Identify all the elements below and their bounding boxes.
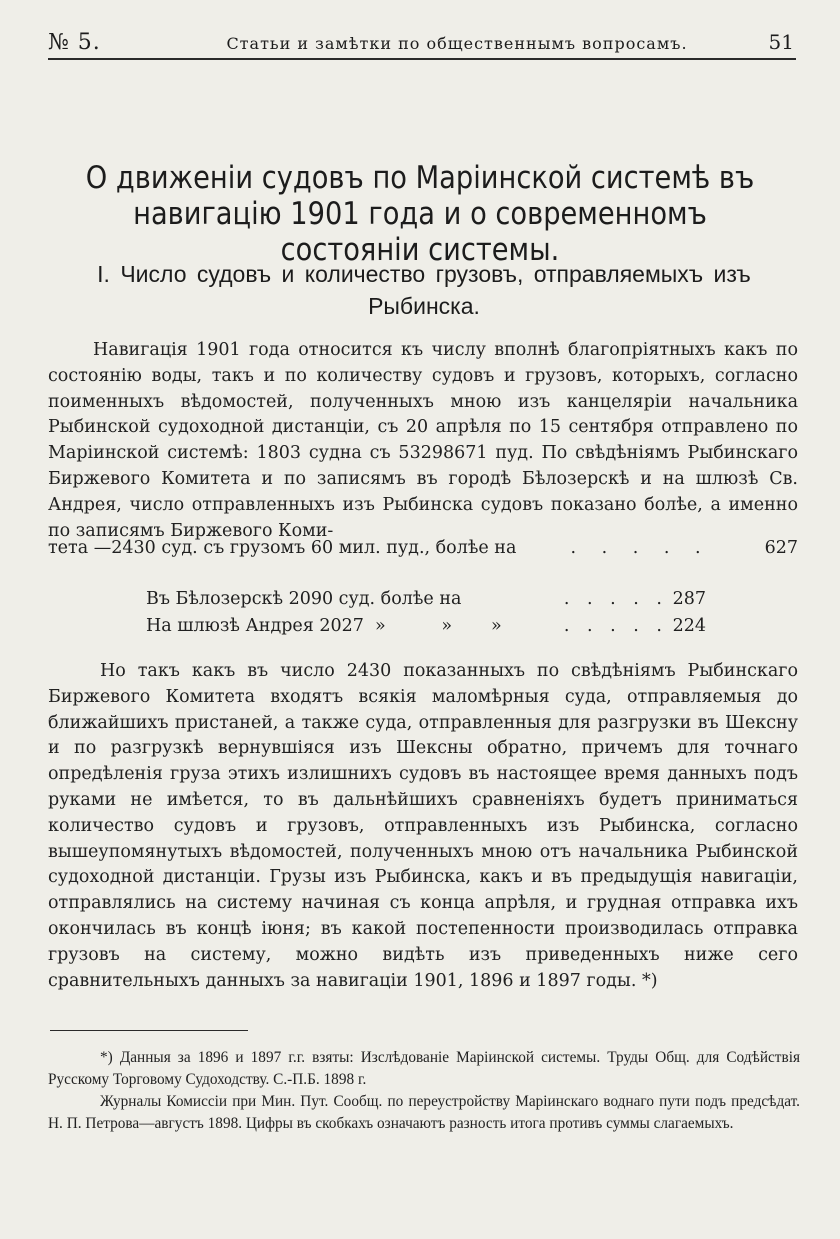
leader-dots: . . . . . [563,589,668,609]
paragraph-1-total-label: тета —2430 суд. съ грузомъ 60 мил. пуд., болѣе на [48,538,517,558]
listing-label: На шлюзѣ Андрея 2027 » » » [146,616,502,636]
page-number: 51 [768,30,794,54]
leader-dots: . . . . . [563,616,668,636]
leader-dots: . . . . . [570,538,711,558]
article-title: О движеніи судовъ по Маріинской системѣ въ навигацію 1901 года и о современномъ состояніи системы. [85,160,755,268]
listing-value: 287 [672,589,706,609]
listing-row [146,613,706,640]
paragraph-2-text: Но такъ какъ въ число 2430 показанныхъ по свѣдѣніямъ Рыбинскаго Биржевого Комитета входятъ всякія маломѣрныя суда, отправляемыя до ближайшихъ пристаней, а также суда, отправленныя для разгрузки въ Шексну и по разгрузкѣ вернувшіяся изъ Шексны обратно, причемъ для точнаго опредѣленія груза этихъ излишнихъ судовъ въ настоящее время данныхъ подъ руками не имѣется, то въ дальнѣйшихъ сравненіяхъ будетъ приниматься количество судовъ и грузовъ, отправленныхъ изъ Рыбинска, согласно вышеупомянутыхъ вѣдомостей, полученныхъ мною отъ начальника Рыбинской судоходной дистанціи. Грузы изъ Рыбинска, какъ и въ предыдущія навигаціи, отправлялись на систему начиная съ конца апрѣля, и грудная отправка ихъ окончилась въ концѣ іюня; въ какой постепенности производилась отправка грузовъ на систему, можно видѣть изъ приведенныхъ ниже сего сравнительныхъ данныхъ за навигаціи 1901, 1896 и 1897 годы. *) [48,661,798,991]
running-header [48,30,796,60]
listing-label: Въ Бѣлозерскѣ 2090 суд. болѣе на [146,589,462,609]
paragraph-1 [48,338,798,544]
paragraph-2 [48,659,798,994]
footnote-line-2: Журналы Комиссіи при Мин. Пут. Сообщ. по переустройству Маріинскаго воднаго пути подъ предсѣдат. Н. П. Петрова—августъ 1898. Цифры въ скобкахъ означаютъ разность итога противъ суммы слагаемыхъ. [48,1093,800,1132]
listing-value: 224 [672,616,706,636]
footnote-divider [50,1030,248,1031]
footnote [48,1047,800,1135]
issue-number: № 5. [48,30,101,55]
footnote-line-1: *) Данныя за 1896 и 1897 г.г. взяты: Изслѣдованіе Маріинской системы. Труды Общ. для Содѣйствія Русскому Торговому Судоходству. С.-П.Б. 1898 г. [48,1049,800,1088]
listing-row [146,586,706,613]
paragraph-1-text: Навигація 1901 года относится къ числу вполнѣ благопріятныхъ какъ по состоянію воды, такъ и по количеству судовъ и грузовъ, которыхъ, согласно поименныхъ вѣдомостей, полученныхъ мною изъ канцеляріи начальника Рыбинской судоходной дистанціи, съ 20 апрѣля по 15 сентября отправлено по Маріинской системѣ: 1803 судна съ 53298671 пуд. По свѣдѣніямъ Рыбинскаго Биржевого Комитета и по записямъ въ городѣ Бѣлозерскѣ и на шлюзѣ Св. Андрея, число отправленныхъ изъ Рыбинска судовъ показано болѣе, а именно по записямъ Биржевого Коми- [48,340,798,541]
section-heading: I. Число судовъ и количество грузовъ, отправляемыхъ изъ Рыбинска. [97,261,751,319]
paragraph-1-total-value: 627 [764,538,798,558]
records-listing [146,586,706,640]
paragraph-1-total-line [48,536,798,562]
running-title: Статьи и замѣтки по общественнымъ вопросамъ. [226,34,688,53]
